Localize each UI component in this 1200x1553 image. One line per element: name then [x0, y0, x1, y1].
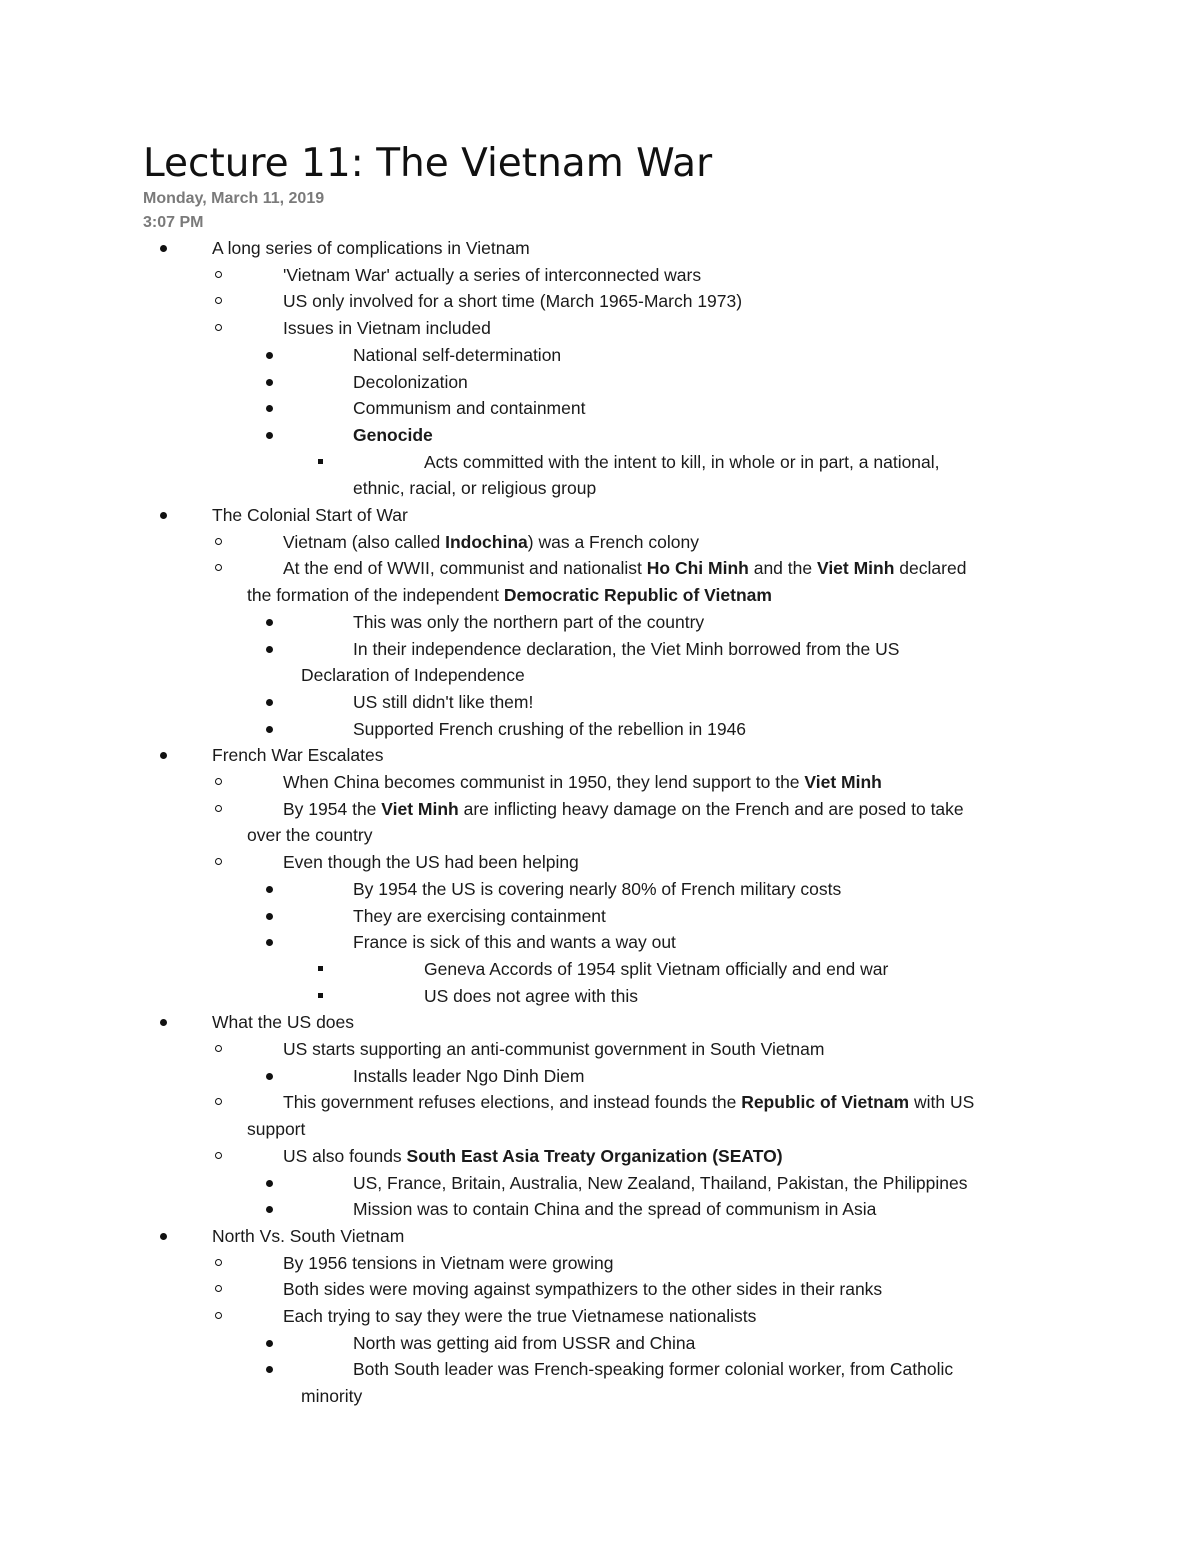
bullet-circle-icon	[215, 1045, 222, 1052]
outline-item-text	[283, 849, 579, 876]
text-run: Supported French crushing of the rebellion in 1946	[353, 718, 747, 739]
bold-term: Viet Minh	[816, 558, 895, 579]
bullet-dot-icon	[266, 1073, 273, 1080]
outline-item-text	[283, 288, 742, 315]
text-run: are inflicting heavy damage on the French and are posed to take	[458, 798, 964, 819]
bold-term: Genocide	[353, 424, 433, 445]
text-run: National self-determination	[353, 344, 562, 365]
outline-item-text	[353, 689, 533, 716]
outline-item-level-3	[0, 342, 561, 369]
outline-item-level-3	[0, 395, 585, 422]
outline-item-text	[283, 1089, 974, 1116]
outline-item-text	[424, 983, 638, 1010]
bullet-dot-icon	[160, 1019, 167, 1026]
text-run: Each trying to say they were the true Vietnamese nationalists	[283, 1306, 757, 1326]
text-run: US, France, Britain, Australia, New Zealand, Thailand, Pakistan, the Philippines	[353, 1172, 968, 1193]
text-run: French War Escalates	[212, 745, 384, 766]
outline-item-level-2	[0, 262, 701, 289]
bullet-circle-icon	[215, 271, 222, 278]
outline-item-text	[353, 876, 841, 903]
outline-item-level-3	[0, 609, 704, 636]
bullet-dot-icon	[160, 1233, 167, 1240]
text-run: the formation of the independent	[247, 584, 504, 605]
bullet-circle-icon	[215, 538, 222, 545]
text-run: The Colonial Start of War	[212, 505, 408, 525]
text-run: over the country	[247, 825, 373, 846]
bullet-circle-icon	[215, 1285, 222, 1292]
outline-item-text	[283, 1143, 783, 1170]
outline-item-text	[353, 1063, 585, 1090]
outline-item-level-3	[0, 903, 606, 930]
outline-item-text	[424, 449, 940, 476]
outline-item-text	[353, 342, 561, 369]
outline-item-text	[212, 742, 384, 769]
outline-item-level-4	[0, 449, 940, 502]
bullet-square-icon	[318, 459, 323, 464]
outline-item-level-2	[0, 1143, 783, 1170]
bullet-dot-icon	[266, 1180, 273, 1187]
text-run: Mission was to contain China and the spread of communism in Asia	[353, 1199, 877, 1220]
outline-item-level-3	[0, 876, 841, 903]
outline-item-continuation	[301, 662, 899, 689]
outline-item-level-3	[0, 1063, 585, 1090]
outline-item-level-1	[0, 502, 408, 529]
text-run: support	[247, 1118, 306, 1139]
outline-item-level-1	[0, 742, 384, 769]
text-run: US does not agree with this	[424, 985, 639, 1006]
bullet-dot-icon	[266, 726, 273, 733]
bullet-circle-icon	[215, 324, 222, 331]
bullet-circle-icon	[215, 1098, 222, 1105]
bullet-dot-icon	[160, 512, 167, 519]
text-run: Installs leader Ngo Dinh Diem	[353, 1065, 585, 1086]
text-run: Both sides were moving against sympathizers to the other sides in their ranks	[283, 1279, 883, 1300]
outline-item-continuation	[353, 475, 940, 502]
bullet-dot-icon	[266, 646, 273, 653]
outline-item-level-2	[0, 1303, 756, 1330]
outline-item-text	[353, 1196, 876, 1223]
outline-item-level-3	[0, 1330, 695, 1357]
outline-item-text	[212, 1009, 354, 1036]
outline-item-text	[283, 1276, 882, 1303]
bullet-dot-icon	[160, 752, 167, 759]
outline-item-text	[283, 1250, 613, 1277]
bold-term: Republic of Vietnam	[741, 1092, 910, 1113]
outline-item-text	[353, 929, 676, 956]
outline-item-text	[283, 769, 882, 796]
bullet-square-icon	[318, 966, 323, 971]
text-run: declared	[894, 558, 967, 579]
text-run: Acts committed with the intent to kill, in whole or in part, a national,	[424, 451, 940, 472]
bold-term: South East Asia Treaty Organization (SEATO)	[406, 1145, 783, 1166]
bullet-dot-icon	[266, 939, 273, 946]
text-run: ethnic, racial, or religious group	[353, 478, 597, 499]
bullet-circle-icon	[215, 1259, 222, 1266]
bullet-circle-icon	[215, 1312, 222, 1319]
bullet-dot-icon	[266, 432, 273, 439]
outline-item-text	[353, 395, 585, 422]
outline-item-level-2	[0, 769, 882, 796]
text-run: This was only the northern part of the country	[353, 611, 705, 632]
outline-item-text	[283, 1303, 756, 1330]
bullet-circle-icon	[215, 297, 222, 304]
text-run: Communism and containment	[353, 398, 586, 419]
outline-item-level-1	[0, 1009, 354, 1036]
outline-item-level-2	[0, 849, 579, 876]
text-run: France is sick of this and wants a way out	[353, 932, 676, 953]
bold-term: Ho Chi Minh	[646, 558, 749, 579]
outline-item-level-1	[0, 235, 530, 262]
outline-item-level-2	[0, 1036, 824, 1063]
outline-item-text	[353, 422, 433, 449]
outline-item-text	[353, 716, 746, 743]
text-run: ) was a French colony	[527, 531, 699, 552]
outline-item-level-3	[0, 636, 899, 689]
text-run: North was getting aid from USSR and China	[353, 1332, 696, 1353]
bold-term: Viet Minh	[804, 772, 882, 792]
text-run: By 1956 tensions in Vietnam were growing	[283, 1252, 614, 1273]
outline-item-continuation	[247, 582, 966, 609]
note-date: Monday, March 11, 2019	[143, 190, 325, 207]
bullet-dot-icon	[160, 245, 167, 252]
text-run: US also founds	[283, 1145, 407, 1166]
text-run: 'Vietnam War' actually a series of interconnected wars	[283, 264, 702, 285]
text-run: US starts supporting an anti-communist government in South Vietnam	[283, 1039, 825, 1059]
outline-item-text	[212, 1223, 404, 1250]
outline-item-text	[283, 1036, 824, 1063]
outline-item-text	[212, 502, 408, 529]
outline-item-level-3	[0, 1196, 876, 1223]
page-title: Lecture 11: The Vietnam War	[143, 141, 713, 186]
outline-item-level-4	[0, 983, 638, 1010]
outline-item-continuation	[301, 1383, 953, 1410]
bullet-dot-icon	[266, 1340, 273, 1347]
bullet-dot-icon	[266, 352, 273, 359]
text-run: When China becomes communist in 1950, they lend support to the	[283, 772, 805, 792]
text-run: Geneva Accords of 1954 split Vietnam officially and end war	[424, 958, 889, 979]
bullet-square-icon	[318, 993, 323, 998]
outline-item-level-2	[0, 288, 742, 315]
outline-item-level-3	[0, 689, 533, 716]
outline-item-level-2	[0, 796, 964, 849]
outline-item-text	[353, 369, 468, 396]
outline-item-text	[353, 903, 606, 930]
text-run: with US	[909, 1092, 975, 1113]
text-run: US only involved for a short time (March 1965-March 1973)	[283, 291, 743, 312]
bullet-circle-icon	[215, 778, 222, 785]
outline-item-text	[353, 1170, 967, 1197]
text-run: By 1954 the	[283, 798, 382, 819]
text-run: This government refuses elections, and instead founds the	[283, 1092, 742, 1113]
bullet-dot-icon	[266, 1366, 273, 1373]
text-run: What the US does	[212, 1012, 355, 1033]
bullet-dot-icon	[266, 1206, 273, 1213]
outline-item-level-2	[0, 315, 491, 342]
bullet-dot-icon	[266, 379, 273, 386]
outline-item-text	[353, 636, 899, 663]
outline-item-level-3	[0, 929, 676, 956]
bullet-circle-icon	[215, 858, 222, 865]
outline-item-continuation	[247, 822, 964, 849]
bold-term: Democratic Republic of Vietnam	[503, 584, 772, 605]
bullet-dot-icon	[266, 913, 273, 920]
outline-item-level-3	[0, 716, 746, 743]
text-run: At the end of WWII, communist and nationalist	[283, 558, 647, 579]
bullet-dot-icon	[266, 405, 273, 412]
outline-item-text	[283, 315, 491, 342]
outline-item-level-2	[0, 1250, 613, 1277]
bold-term: Viet Minh	[381, 798, 459, 819]
bullet-dot-icon	[266, 619, 273, 626]
outline-item-continuation	[247, 1116, 974, 1143]
outline-item-text	[353, 609, 704, 636]
outline-item-level-2	[0, 1276, 882, 1303]
text-run: Issues in Vietnam included	[283, 318, 491, 339]
bullet-circle-icon	[215, 805, 222, 812]
outline-item-text	[212, 235, 530, 262]
text-run: By 1954 the US is covering nearly 80% of French military costs	[353, 878, 842, 899]
bullet-circle-icon	[215, 1152, 222, 1159]
outline-item-text	[353, 1330, 695, 1357]
note-time: 3:07 PM	[143, 214, 204, 231]
text-run: Both South leader was French-speaking former colonial worker, from Catholic	[353, 1359, 954, 1380]
outline-item-level-3	[0, 1356, 953, 1409]
text-run: Even though the US had been helping	[283, 852, 579, 873]
outline-item-text	[283, 262, 701, 289]
text-run: Vietnam (also called	[283, 531, 446, 552]
outline-item-level-2	[0, 529, 699, 556]
text-run: minority	[301, 1385, 363, 1406]
outline-item-level-1	[0, 1223, 404, 1250]
outline-item-text	[283, 529, 699, 556]
outline-item-text	[424, 956, 888, 983]
outline-item-text	[283, 796, 964, 823]
outline-item-level-3	[0, 369, 468, 396]
text-run: They are exercising containment	[353, 905, 606, 926]
outline-item-level-3	[0, 1170, 967, 1197]
bullet-dot-icon	[266, 699, 273, 706]
bullet-circle-icon	[215, 564, 222, 571]
text-run: Declaration of Independence	[301, 665, 525, 685]
text-run: and the	[748, 558, 817, 579]
text-run: Decolonization	[353, 371, 468, 392]
outline-item-text	[353, 1356, 953, 1383]
outline-item-level-2	[0, 1089, 974, 1142]
outline-item-level-3	[0, 422, 433, 449]
outline-item-level-2	[0, 555, 966, 608]
outline-item-level-4	[0, 956, 888, 983]
text-run: US still didn't like them!	[353, 691, 534, 712]
outline-item-text	[283, 555, 966, 582]
bold-term: Indochina	[445, 531, 528, 552]
bullet-dot-icon	[266, 886, 273, 893]
text-run: In their independence declaration, the Viet Minh borrowed from the US	[353, 638, 900, 659]
text-run: A long series of complications in Vietnam	[212, 238, 530, 258]
text-run: North Vs. South Vietnam	[212, 1225, 405, 1246]
